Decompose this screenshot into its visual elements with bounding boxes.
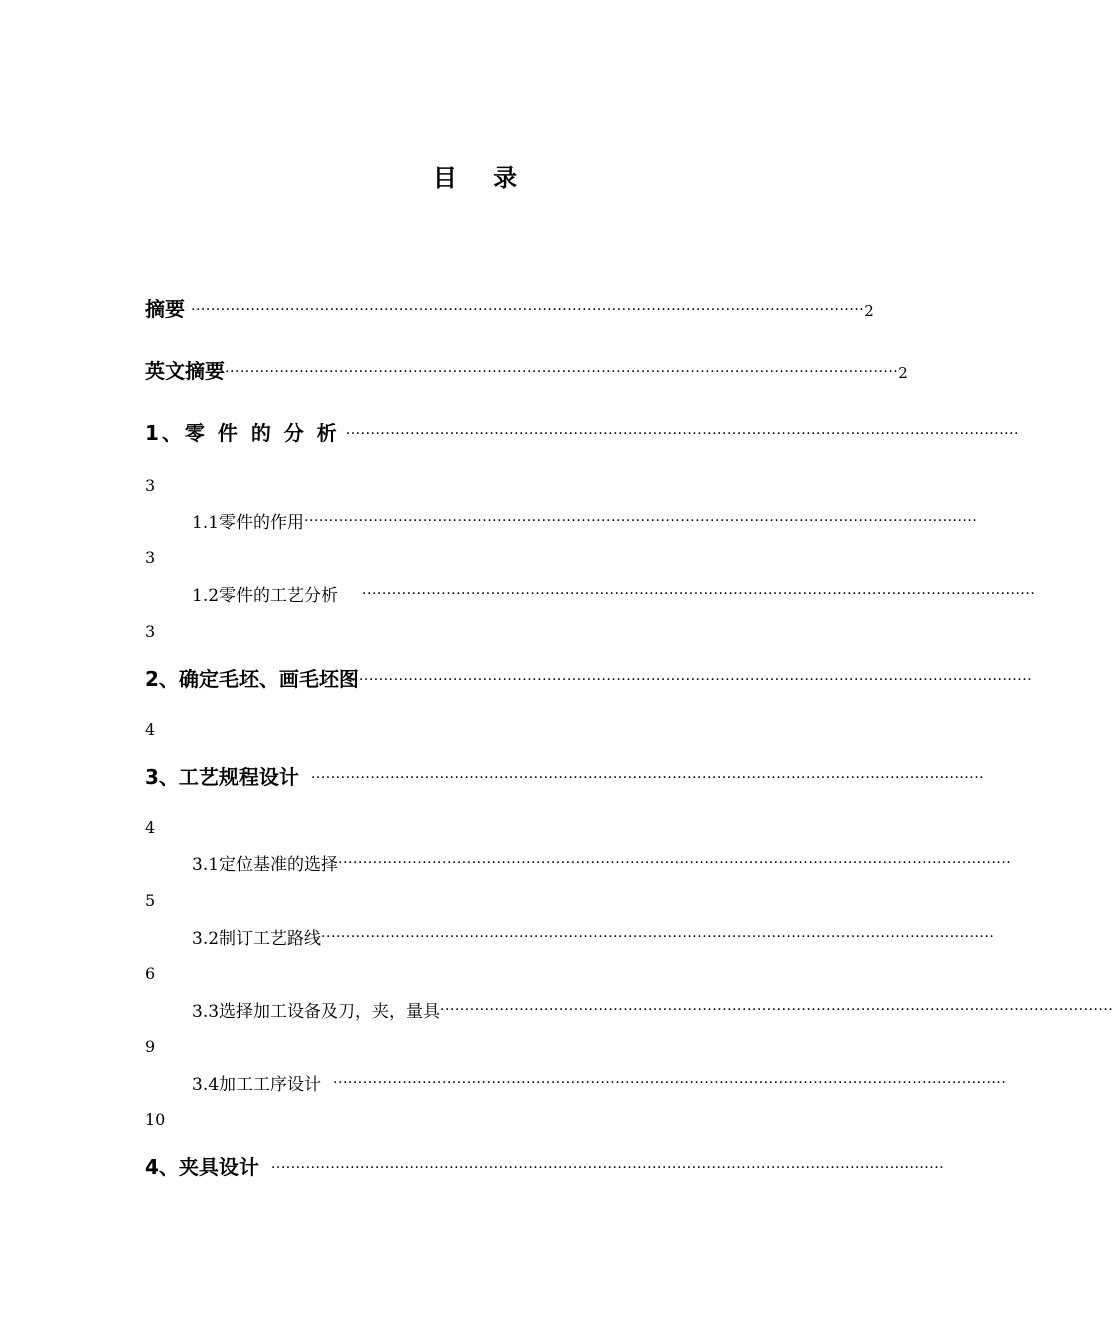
toc-entry-page: 3 — [145, 622, 156, 641]
toc-leader-dots: ········································································································································ — [191, 302, 865, 318]
toc-entry-label: 3.4加工工序设计 — [192, 1075, 322, 1095]
toc-entry-page: 2 — [898, 364, 908, 382]
toc-entry[interactable] — [145, 760, 985, 790]
toc-entry-page: 9 — [145, 1037, 156, 1056]
toc-entry-label: 4、夹具设计 — [145, 1155, 259, 1179]
toc-entry[interactable] — [145, 354, 908, 384]
toc-entry-label: 摘要 — [145, 297, 185, 321]
toc-entry-page: 4 — [145, 818, 156, 837]
toc-leader-dots: ········································································································································ — [362, 586, 1036, 602]
toc-leader-dots: ········································································································································ — [304, 513, 978, 529]
toc-entry[interactable] — [145, 662, 1033, 692]
toc-entry-page: 5 — [145, 891, 156, 910]
toc-entry-page: 3 — [145, 548, 156, 567]
toc-entry-label: 3、工艺规程设计 — [145, 765, 299, 789]
toc-entry-label: 3.1定位基准的选择 — [192, 855, 339, 875]
toc-entry-label: 3.2制订工艺路线 — [192, 929, 322, 949]
toc-entry[interactable] — [192, 576, 1036, 606]
toc-entry-label: 3.3选择加工设备及刀，夹，量具 — [192, 1002, 441, 1022]
toc-entry-label: 1.2零件的工艺分析 — [192, 586, 339, 606]
toc-entry[interactable] — [192, 919, 995, 949]
toc-leader-dots: ········································································································································ — [358, 672, 1033, 688]
toc-leader-dots: ········································································································································ — [440, 1002, 1113, 1018]
toc-entry[interactable] — [192, 992, 1113, 1022]
toc-leader-dots: ········································································································································ — [270, 1160, 945, 1176]
toc-entry-label: 1.1零件的作用 — [192, 513, 305, 533]
toc-leader-dots: ········································································································································ — [310, 770, 985, 786]
toc-entry[interactable] — [145, 416, 1020, 446]
toc-entry[interactable] — [192, 503, 978, 533]
toc-entry-label: 2、确定毛坯、画毛坯图 — [145, 667, 359, 691]
toc-leader-dots: ········································································································································ — [225, 364, 899, 380]
toc-leader-dots: ········································································································································ — [321, 929, 995, 945]
toc-leader-dots: ········································································································································ — [345, 426, 1020, 442]
toc-entry[interactable] — [145, 292, 874, 322]
toc-entry-label: 1、零 件 的 分 析 — [145, 421, 340, 445]
toc-entry-label: 英文摘要 — [145, 359, 225, 383]
toc-entry[interactable] — [192, 1065, 1007, 1095]
toc-entry-page: 10 — [145, 1110, 166, 1129]
toc-entry-page: 6 — [145, 964, 156, 983]
page-title: 目 录 — [432, 164, 532, 192]
toc-entry-page: 3 — [145, 476, 156, 495]
toc-entry[interactable] — [145, 1150, 945, 1180]
toc-entry-page: 4 — [145, 720, 156, 739]
toc-leader-dots: ········································································································································ — [333, 1075, 1007, 1091]
toc-leader-dots: ········································································································································ — [338, 855, 1012, 871]
toc-entry[interactable] — [192, 845, 1012, 875]
toc-entry-page: 2 — [864, 302, 874, 320]
